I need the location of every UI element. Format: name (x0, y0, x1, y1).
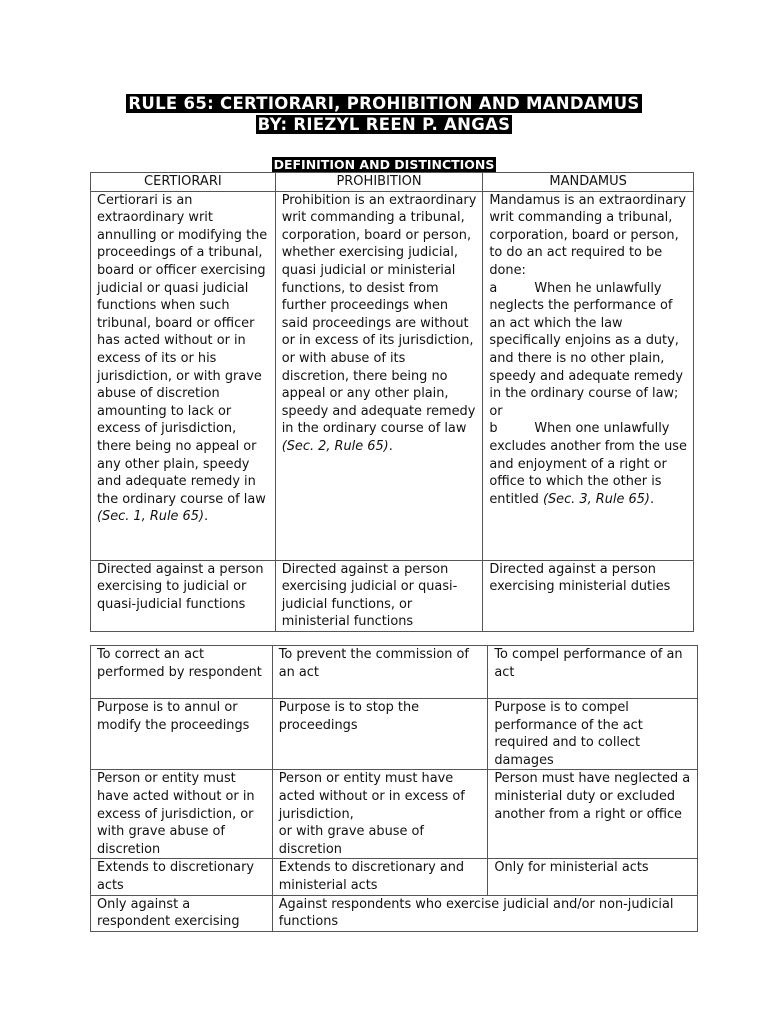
certiorari-definition: Certiorari is an extraordinary writ annulling or modifying the proceedings of a tribunal, board or officer exercising judicial or quasi judicial functions when such tribunal, board or officer has acted without or in excess of its or his jurisdiction, or with grave abuse of discretion amounting to lack or excess of jurisdiction, there being no appeal or any other plain, speedy and adequate remedy in the ordinary course of law (Sec. 1, Rule 65). (91, 191, 276, 560)
header-prohibition: PROHIBITION (275, 173, 483, 192)
table-cell: Purpose is to annul or modify the proceedings (91, 699, 273, 770)
prohibition-definition: Prohibition is an extraordinary writ commanding a tribunal, corporation, board or person, whether exercising judicial, quasi judicial or ministerial functions, to desist from further proceedings when said proceedings are without or in excess of its jurisdiction, or with abuse of its discretion, there being no appeal or any other plain, speedy and adequate remedy in the ordinary course of law (Sec. 2, Rule 65). (275, 191, 483, 560)
table-cell: Directed against a person exercising to judicial or quasi-judicial functions (91, 560, 276, 631)
table-cell: Extends to discretionary acts (91, 859, 273, 895)
definitions-table (90, 172, 694, 632)
distinctions-table (90, 645, 698, 932)
mandamus-definition: Mandamus is an extraordinary writ commanding a tribunal, corporation, board or person, to do an act required to be done: a When he unlawfully neglects the performance of an act which the law specifically enjoins as a duty, and there is no other plain, speedy and adequate remedy in the ordinary course of law; or b When one unlawfully excludes another from the use and enjoyment of a right or office to which the other is entitled (Sec. 3, Rule 65). (483, 191, 694, 560)
table-cell: Extends to discretionary and ministerial acts (272, 859, 488, 895)
table-cell: Directed against a person exercising judicial or quasi-judicial functions, or ministerial functions (275, 560, 483, 631)
header-certiorari: CERTIORARI (91, 173, 276, 192)
table-cell: Person must have neglected a ministerial duty or excluded another from a right or office (488, 770, 698, 859)
table-header-row (91, 173, 694, 192)
table-row (91, 560, 694, 631)
table-cell: Person or entity must have acted without or in excess of jurisdiction, or with grave abuse of discretion (91, 770, 273, 859)
table-cell: Only for ministerial acts (488, 859, 698, 895)
table-row (91, 646, 698, 699)
header-mandamus: MANDAMUS (483, 173, 694, 192)
table-row (91, 191, 694, 560)
table-cell: Directed against a person exercising ministerial duties (483, 560, 694, 631)
document-title: RULE 65: CERTIORARI, PROHIBITION AND MANDAMUS (128, 94, 640, 113)
table-cell: To prevent the commission of an act (272, 646, 488, 699)
section-title: DEFINITION AND DISTINCTIONS (273, 157, 495, 172)
table-cell: Purpose is to stop the proceedings (272, 699, 488, 770)
table-cell: Person or entity must have acted without or in excess of jurisdiction, or with grave abuse of discretion (272, 770, 488, 859)
table-row (91, 770, 698, 859)
table-cell: To compel performance of an act (488, 646, 698, 699)
document-author: BY: RIEZYL REEN P. ANGAS (257, 115, 511, 134)
table-cell: Only against a respondent exercising (91, 895, 273, 931)
table-cell: Against respondents who exercise judicial and/or non-judicial functions (272, 895, 697, 931)
table-row (91, 699, 698, 770)
table-cell: To correct an act performed by respondent (91, 646, 273, 699)
table-row (91, 859, 698, 895)
table-row (91, 895, 698, 931)
table-cell: Purpose is to compel performance of the act required and to collect damages (488, 699, 698, 770)
